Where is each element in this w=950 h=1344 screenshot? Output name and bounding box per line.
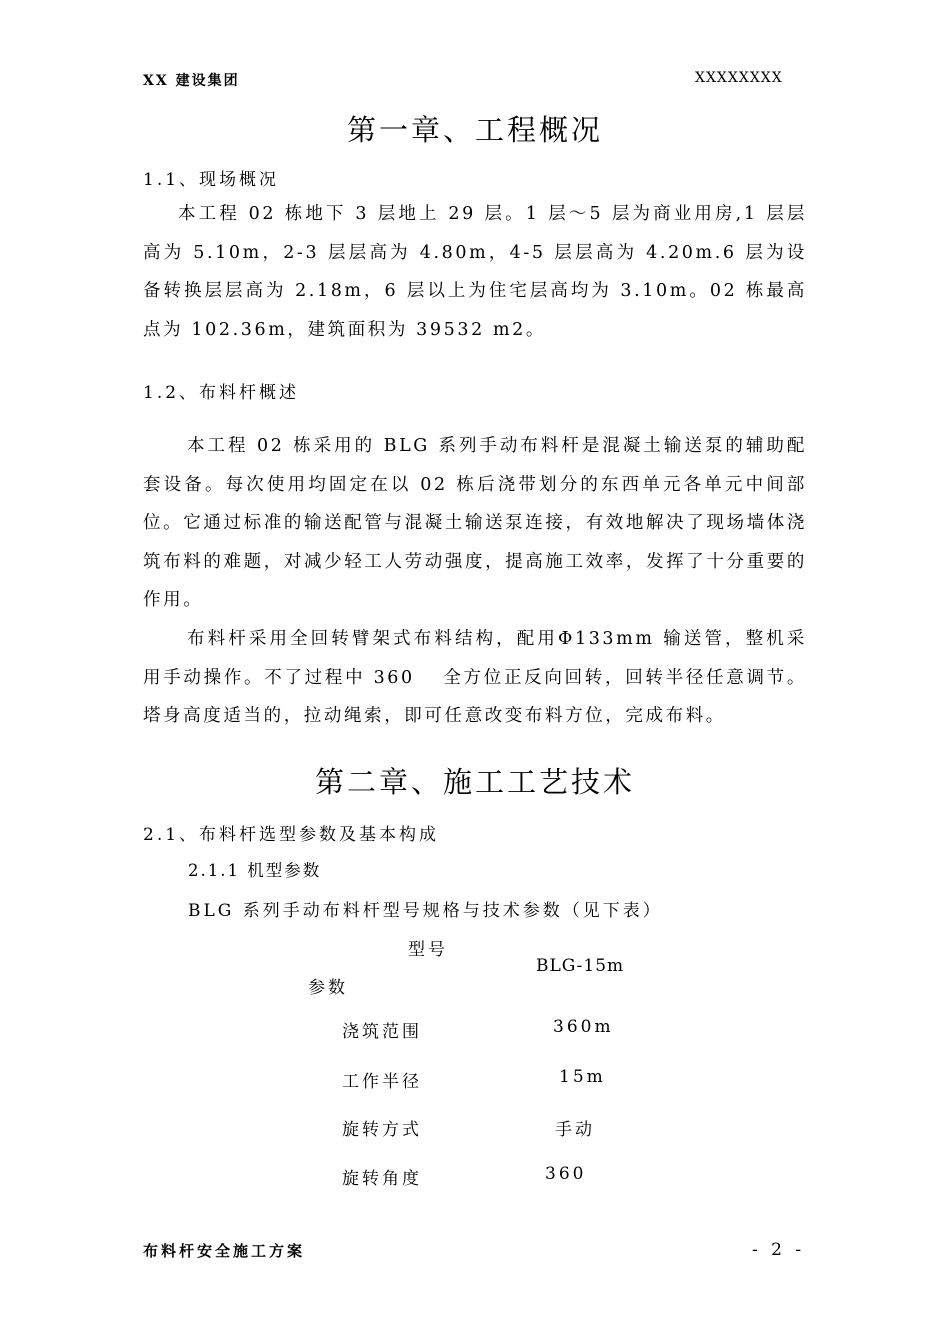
table-row-value: 15m bbox=[559, 1067, 606, 1087]
section-1-2-paragraph-1: 本工程 02 栋采用的 BLG 系列手动布料杆是混凝土输送泵的辅助配套设备。每次使用均固定在以 02 栋后浇带划分的东西单元各单元中间部位。它通过标准的输送配管与混凝土输送泵连接，有效地解决了现场墙体浇筑布料的难题，对减少轻工人劳动强度，提高施工效率，发挥了十分重要的作用。 bbox=[143, 436, 807, 610]
table-model-header: BLG-15m bbox=[536, 956, 625, 976]
section-1-1-heading: 1.1、现场概况 bbox=[143, 170, 280, 190]
table-diagonal-top-label: 型号 bbox=[408, 940, 448, 960]
section-1-1-paragraph: 本工程 02 栋地下 3 层地上 29 层。1 层～5 层为商业用房,1 层层高为 5.10m，2-3 层层高为 4.80m，4-5 层层高为 4.20m.6 层为设备转换层层高为 2.18m，6 层以上为住宅层高均为 3.10m。02 栋最高点为 102.36m，建筑面积为 39532 m2。 bbox=[143, 204, 807, 340]
header-code: XXXXXXXX bbox=[695, 70, 783, 86]
table-diagonal-bottom-label: 参数 bbox=[308, 978, 348, 998]
section-1-2-paragraph-2: 布料杆采用全回转臂架式布料结构，配用Φ133mm 输送管，整机采用手动操作。不了过程中 360 全方位正反向回转，回转半径任意调节。塔身高度适当的，拉动绳索，即可任意改变布料方位，完成布料。 bbox=[143, 629, 807, 726]
table-row-param: 工作半径 bbox=[342, 1072, 422, 1092]
footer-page-number: - 2 - bbox=[752, 1240, 806, 1260]
section-1-2-heading: 1.2、布料杆概述 bbox=[143, 383, 300, 403]
table-caption: BLG 系列手动布料杆型号规格与技术参数（见下表） bbox=[188, 901, 663, 921]
chapter-1-title: 第一章、工程概况 bbox=[346, 113, 603, 147]
chapter-2-title: 第二章、施工工艺技术 bbox=[314, 765, 635, 799]
table-row-param: 旋转方式 bbox=[342, 1120, 422, 1140]
section-2-1-heading: 2.1、布料杆选型参数及基本构成 bbox=[143, 825, 440, 845]
footer-document-title: 布料杆安全施工方案 bbox=[143, 1242, 306, 1260]
table-row-param: 浇筑范围 bbox=[342, 1022, 422, 1042]
table-row-value: 360m bbox=[553, 1017, 614, 1037]
table-row-value: 360 bbox=[545, 1164, 587, 1184]
header-company: XX 建设集团 bbox=[143, 73, 240, 89]
table-row-param: 旋转角度 bbox=[342, 1169, 422, 1189]
table-row-value: 手动 bbox=[555, 1120, 595, 1140]
subsection-2-1-1-heading: 2.1.1 机型参数 bbox=[188, 861, 322, 880]
